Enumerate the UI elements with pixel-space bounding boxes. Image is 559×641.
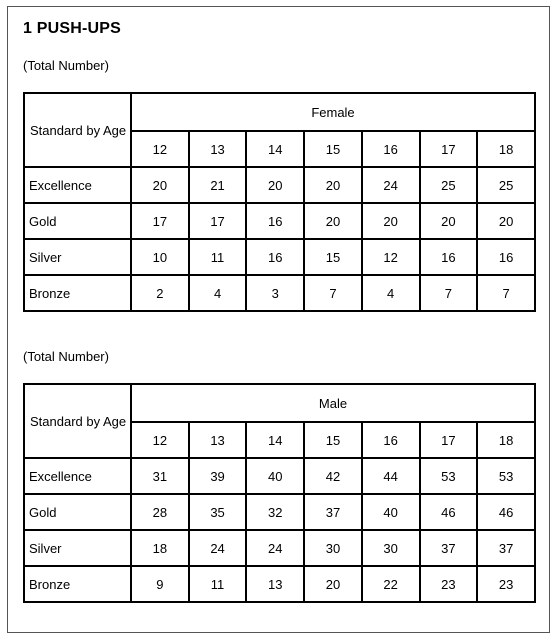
table-row [24,167,535,203]
table-cell: 7 [304,275,362,311]
row-label: Silver [24,239,131,275]
female-standards-table [23,92,536,312]
table-cell: 53 [477,458,535,494]
table-cell: 4 [189,275,247,311]
table-row [24,566,535,602]
table-cell: 20 [477,203,535,239]
table-cell: 17 [189,203,247,239]
table-cell: 53 [420,458,478,494]
table-cell: 46 [477,494,535,530]
age-header: 18 [477,131,535,167]
table-cell: 37 [304,494,362,530]
table-cell: 20 [362,203,420,239]
table-cell: 37 [477,530,535,566]
table-cell: 23 [477,566,535,602]
age-header: 17 [420,422,478,458]
table-cell: 44 [362,458,420,494]
table-cell: 25 [420,167,478,203]
table-cell: 7 [477,275,535,311]
table-cell: 9 [131,566,189,602]
age-header: 17 [420,131,478,167]
age-header: 12 [131,422,189,458]
table-cell: 16 [246,203,304,239]
table-cell: 15 [304,239,362,275]
table-cell: 24 [362,167,420,203]
table-cell: 42 [304,458,362,494]
table-cell: 28 [131,494,189,530]
table-cell: 39 [189,458,247,494]
row-label: Bronze [24,566,131,602]
table-cell: 23 [420,566,478,602]
age-header: 14 [246,131,304,167]
table-row [24,458,535,494]
standard-by-age-header: Standard by Age [24,93,131,167]
table-cell: 21 [189,167,247,203]
gender-header: Female [131,93,535,131]
table-cell: 4 [362,275,420,311]
table-cell: 12 [362,239,420,275]
table-cell: 20 [304,167,362,203]
row-label: Silver [24,530,131,566]
row-label: Excellence [24,167,131,203]
table-row [24,203,535,239]
table-cell: 7 [420,275,478,311]
section-title: 1 PUSH-UPS [23,20,122,37]
row-label: Gold [24,494,131,530]
table-cell: 20 [420,203,478,239]
table-cell: 22 [362,566,420,602]
table-row [24,239,535,275]
row-label: Bronze [24,275,131,311]
age-header: 16 [362,131,420,167]
age-header: 13 [189,422,247,458]
table-cell: 37 [420,530,478,566]
female-table-note: (Total Number) [23,58,109,73]
gender-header: Male [131,384,535,422]
table-cell: 11 [189,566,247,602]
age-header: 16 [362,422,420,458]
row-label: Excellence [24,458,131,494]
table-cell: 24 [246,530,304,566]
table-cell: 30 [304,530,362,566]
table-row [24,275,535,311]
table-row [24,530,535,566]
male-table-note: (Total Number) [23,349,109,364]
age-header: 13 [189,131,247,167]
table-cell: 40 [246,458,304,494]
table-cell: 16 [420,239,478,275]
table-cell: 10 [131,239,189,275]
table-cell: 30 [362,530,420,566]
table-cell: 11 [189,239,247,275]
table-cell: 32 [246,494,304,530]
table-cell: 18 [131,530,189,566]
table-cell: 20 [131,167,189,203]
table-cell: 20 [304,566,362,602]
table-cell: 25 [477,167,535,203]
table-cell: 40 [362,494,420,530]
table-cell: 20 [304,203,362,239]
age-header: 12 [131,131,189,167]
male-standards-table [23,383,536,603]
table-cell: 31 [131,458,189,494]
table-cell: 20 [246,167,304,203]
table-cell: 16 [246,239,304,275]
table-cell: 3 [246,275,304,311]
table-cell: 2 [131,275,189,311]
age-header: 15 [304,422,362,458]
age-header: 18 [477,422,535,458]
table-cell: 46 [420,494,478,530]
table-row [24,494,535,530]
standard-by-age-header: Standard by Age [24,384,131,458]
table-cell: 17 [131,203,189,239]
table-cell: 13 [246,566,304,602]
table-cell: 24 [189,530,247,566]
age-header: 15 [304,131,362,167]
age-header: 14 [246,422,304,458]
row-label: Gold [24,203,131,239]
table-cell: 35 [189,494,247,530]
table-cell: 16 [477,239,535,275]
